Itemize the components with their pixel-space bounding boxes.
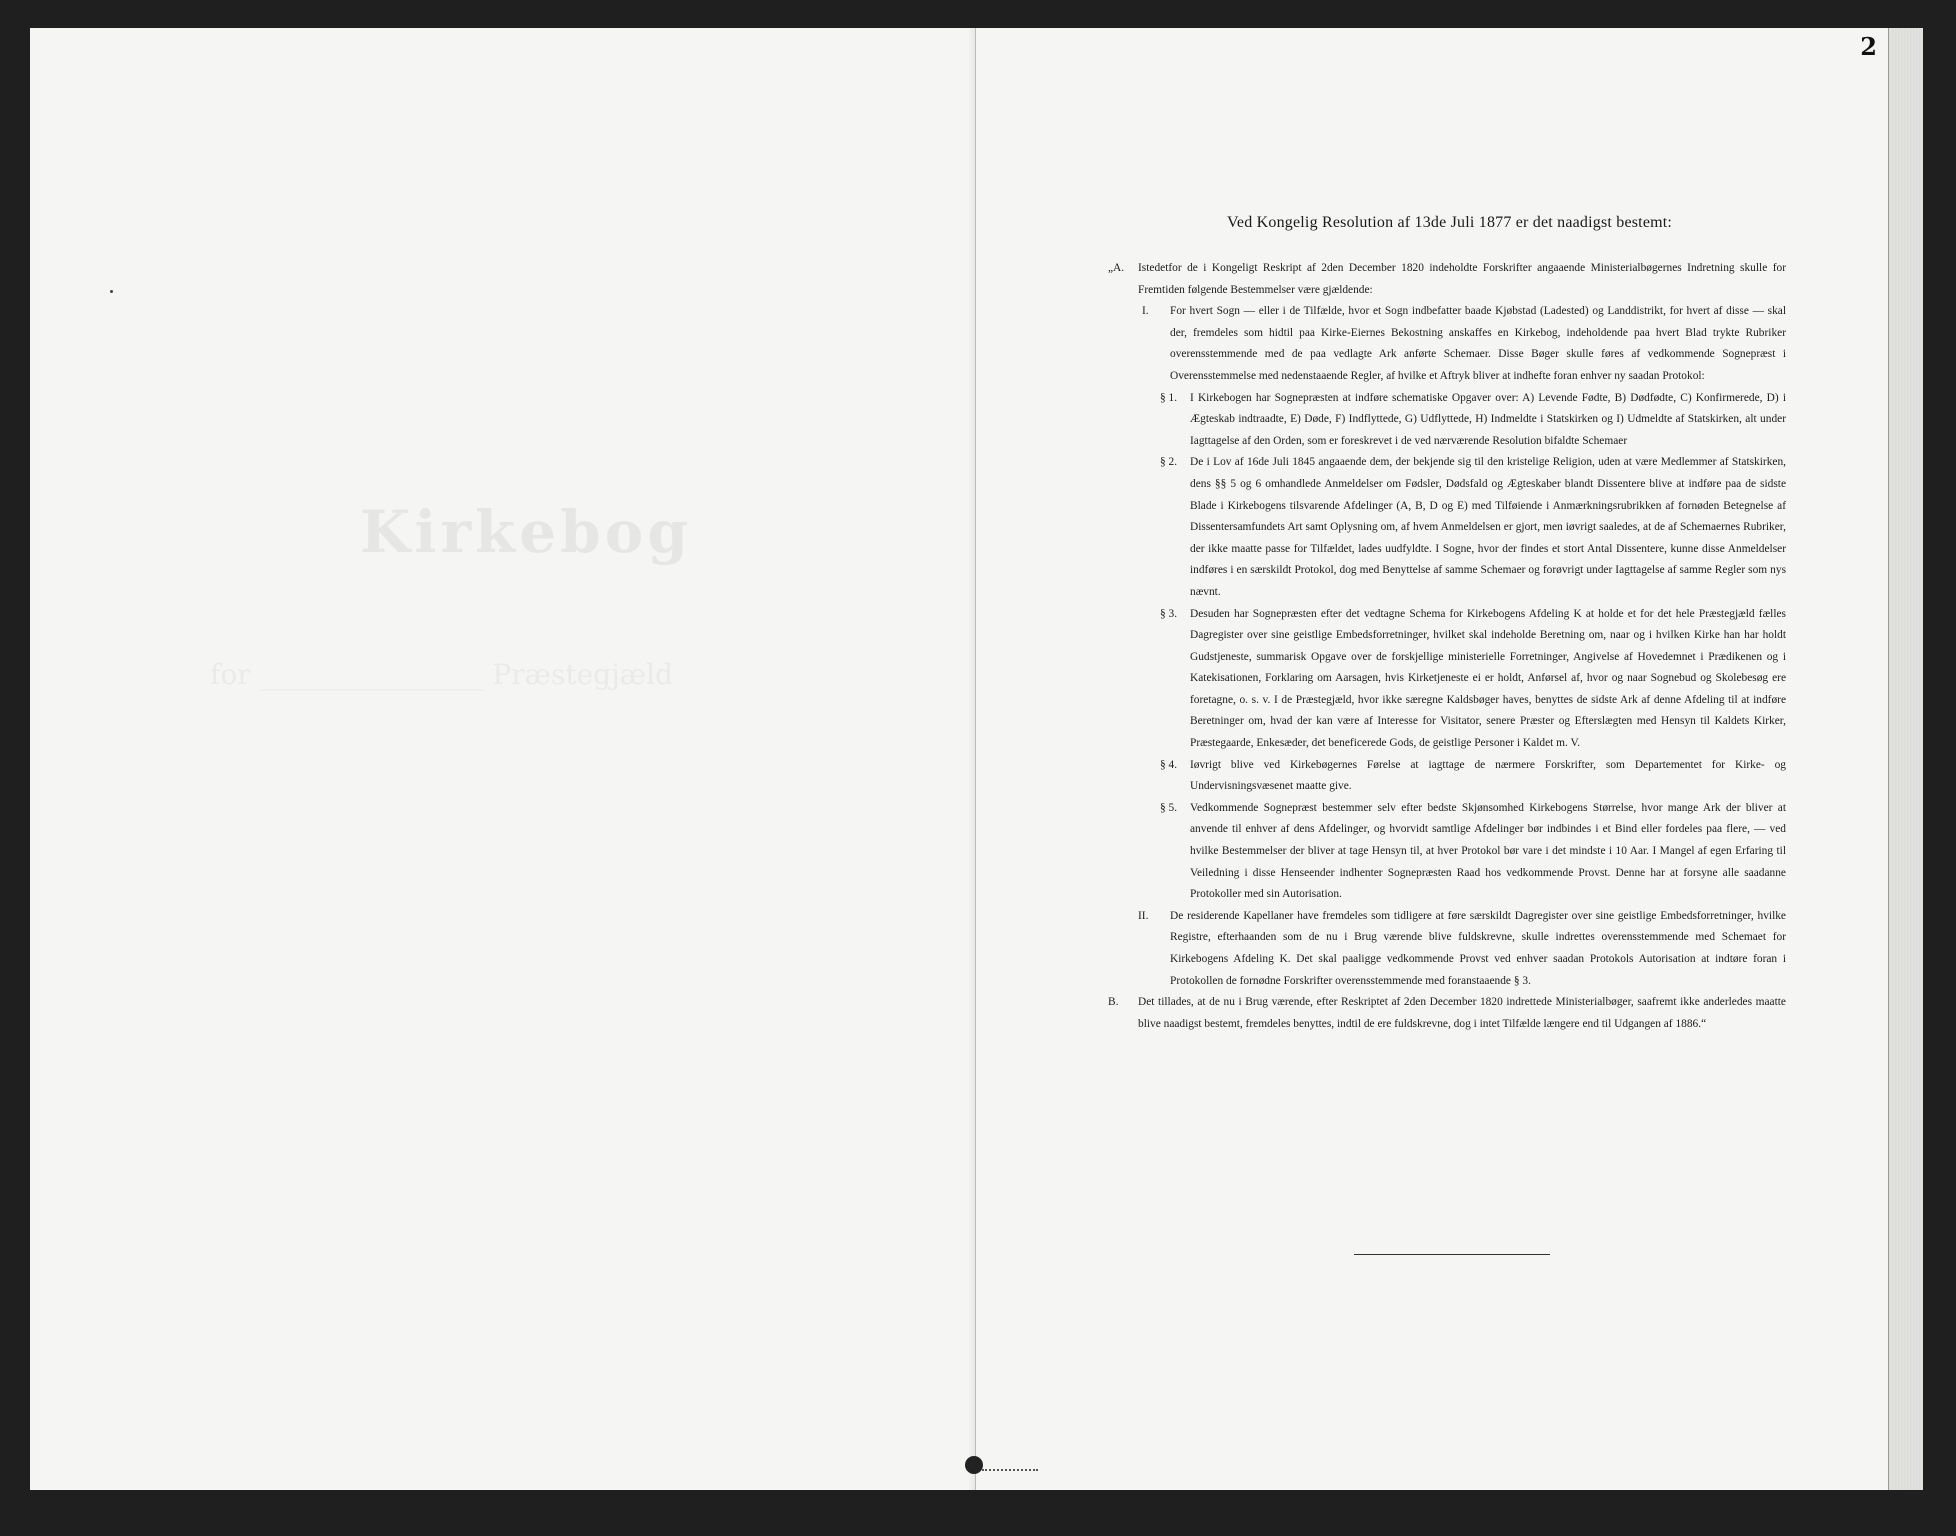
bleed-through-title: Kirkebog	[360, 498, 692, 566]
section-2	[1108, 452, 1786, 603]
paper-speck	[110, 290, 113, 293]
open-book	[30, 28, 1923, 1490]
page-number: 2	[1860, 32, 1877, 61]
paragraph-text: For hvert Sogn — eller i de Tilfælde, hvor et Sogn indbefatter baade Kjøbstad (Ladested) og Landdistrikt, for hvert af disse — skal der, fremdeles som hidtil paa Kirke-Eiernes Bekostning anskaffes en Kirkebog, indeholdende paa hvert Blad trykte Rubriker overensstemmende med de paa vedlagte Ark anførte Schemaer. Disse Bøger skulle føres af vedkommende Sognepræst i Overensstemmelse med nedenstaaende Regler, af hvilke et Aftryk bliver at indhefte foran enhver ny saadan Protokol:	[1170, 305, 1786, 382]
section-marker: § 3.	[1160, 607, 1178, 620]
section-5	[1108, 798, 1786, 906]
section-text: Desuden har Sognepræsten efter det vedtagne Schema for Kirkebogens Afdeling K at holde et for det hele Præstegjæld fælles Dagregister over sine geistlige Embedsforretninger, hvilket skal indeholde Beretning om, naar og i hvilken Kirke han har holdt Gudstjeneste, summarisk Opgave over de forskjellige ministerielle Forretninger, Angivelse af Hovedemnet i Prædikenen og i Katekisationen, Forklaring om Aarsagen, hvis Kirketjeneste ei er holdt, Anførsel af, hvor og naar Sognebud og Skolebesøg ere foretagne, o. s. v. I de Præstegjæld, hvor ikke særegne Kaldsbøger haves, benyttes de sidste Ark af denne Afdeling til at indføre Beretninger om, hvad der kan være af Interesse for Visitator, senere Præster og Efterslægten med Hensyn til Kaldets Kirker, Præstegaarde, Enkesæder, det beneficerede Gods, de geistlige Personer i Kaldet m. V.	[1190, 607, 1786, 750]
ink-stamp-trace	[982, 1461, 1038, 1471]
section-marker: § 2.	[1160, 456, 1178, 469]
resolution-text	[1108, 258, 1786, 1035]
paragraph-text: Istedetfor de i Kongeligt Reskript af 2den December 1820 indeholdte Forskrifter angaaende Ministerialbøgernes Indretning skulle for Fremtiden følgende Bestemmelser være gjældende:	[1138, 262, 1786, 296]
ink-stamp-mark	[965, 1456, 983, 1474]
paragraph-a	[1108, 258, 1786, 301]
paragraph-marker: B.	[1108, 996, 1119, 1009]
section-3	[1108, 604, 1786, 755]
section-4	[1108, 755, 1786, 798]
paragraph-i	[1108, 301, 1786, 387]
closing-rule	[1354, 1254, 1550, 1255]
section-text: De i Lov af 16de Juli 1845 angaaende dem, der bekjende sig til den kristelige Religion, uden at være Medlemmer af Statskirken, dens §§ 5 og 6 omhandlede Anmeldelser om Fødsler, Dødsfald og Ægteskaber blandt Dissentere blive at indføre paa de sidste Blade i Kirkebogens tilsvarende Afdelinger (A, B, D og E) med Tilføiende i Anmærkningsrubrikken af fornøden Betegnelse af Dissentersamfundets Art samt Oplysning om, af hvem Anmeldelsen er gjort, men iøvrigt saaledes, at de af Schemaernes Rubriker, der ikke maatte passe for Tilfældet, lades uudfyldte. I Sogne, hvor der findes et stort Antal Dissentere, kunne disse Anmeldelser indføres i en særskildt Protokol, dog med Benyttelse af samme Schemaer og forøvrigt under Iagttagelse af samme Regler som nys nævnt.	[1190, 456, 1786, 598]
bleed-through-subtitle: for ________________ Præstegjæld	[210, 658, 673, 691]
paragraph-text: Det tillades, at de nu i Brug værende, efter Reskriptet af 2den December 1820 indrettede Ministerialbøger, saafremt ikke anderledes maatte blive naadigst bestemt, fremdeles benyttes, indtil de ere fuldskrevne, dog i intet Tilfælde længere end til Udgangen af 1886.“	[1138, 996, 1786, 1030]
section-1	[1108, 388, 1786, 453]
paragraph-marker: „A.	[1108, 262, 1125, 274]
paragraph-marker: II.	[1138, 909, 1149, 922]
section-marker: § 4.	[1160, 758, 1178, 771]
resolution-heading: Ved Kongelig Resolution af 13de Juli 1877 er det naadigst bestemt:	[1226, 214, 1673, 231]
section-text: I Kirkebogen har Sognepræsten at indføre schematiske Opgaver over: A) Levende Fødte, B) Dødfødte, C) Konfirmerede, D) i Ægteskab indtraadte, E) Døde, F) Indflyttede, G) Udflyttede, H) Indmeldte i Statskirken og I) Udmeldte af Statskirken, alt under Iagttagelse af den Orden, som er foreskrevet i de ved nærværende Resolution bifaldte Schemaer	[1190, 391, 1786, 447]
section-marker: § 1.	[1160, 391, 1178, 404]
section-text: Vedkommende Sognepræst bestemmer selv efter bedste Skjønsomhed Kirkebogens Størrelse, hvor mange Ark der bliver at anvende til enhver af dens Afdelinger, og hvorvidt samtlige Afdelinger bør indbindes i et Bind eller fordeles paa flere, — ved hvilke Bestemmelser der bliver at tage Hensyn til, at hver Protokol bør vare i det mindste i 10 Aar. I Mangel af egen Erfaring til Veiledning i disse Henseender indhenter Sognepræsten Raad hos vedkommende Provst. Denne har at forsyne alle saadanne Protokoller med sin Autorisation.	[1190, 801, 1786, 901]
paragraph-b	[1108, 992, 1786, 1035]
left-page	[30, 28, 976, 1490]
paragraph-marker: I.	[1142, 305, 1149, 318]
paragraph-ii	[1108, 906, 1786, 992]
right-page	[976, 28, 1923, 1490]
page-edges	[1888, 28, 1923, 1490]
paragraph-text: De residerende Kapellaner have fremdeles som tidligere at føre særskildt Dagregister over sine geistlige Embedsforretninger, hvilke Registre, efterhaanden som de nu i Brug værende blive fuldskrevne, skulle indrettes overensstemmende med Schemaet for Kirkebogens Afdeling K. Det skal paaligge vedkommende Provst ved enhver saadan Protokols Autorisation at indtøre foran i Protokollen de fornødne Forskrifter overensstemmende med foranstaaende § 3.	[1170, 909, 1786, 987]
section-text: Iøvrigt blive ved Kirkebøgernes Førelse at iagttage de nærmere Forskrifter, som Departementet for Kirke- og Undervisningsvæsenet maatte give.	[1190, 758, 1786, 793]
section-marker: § 5.	[1160, 801, 1178, 814]
